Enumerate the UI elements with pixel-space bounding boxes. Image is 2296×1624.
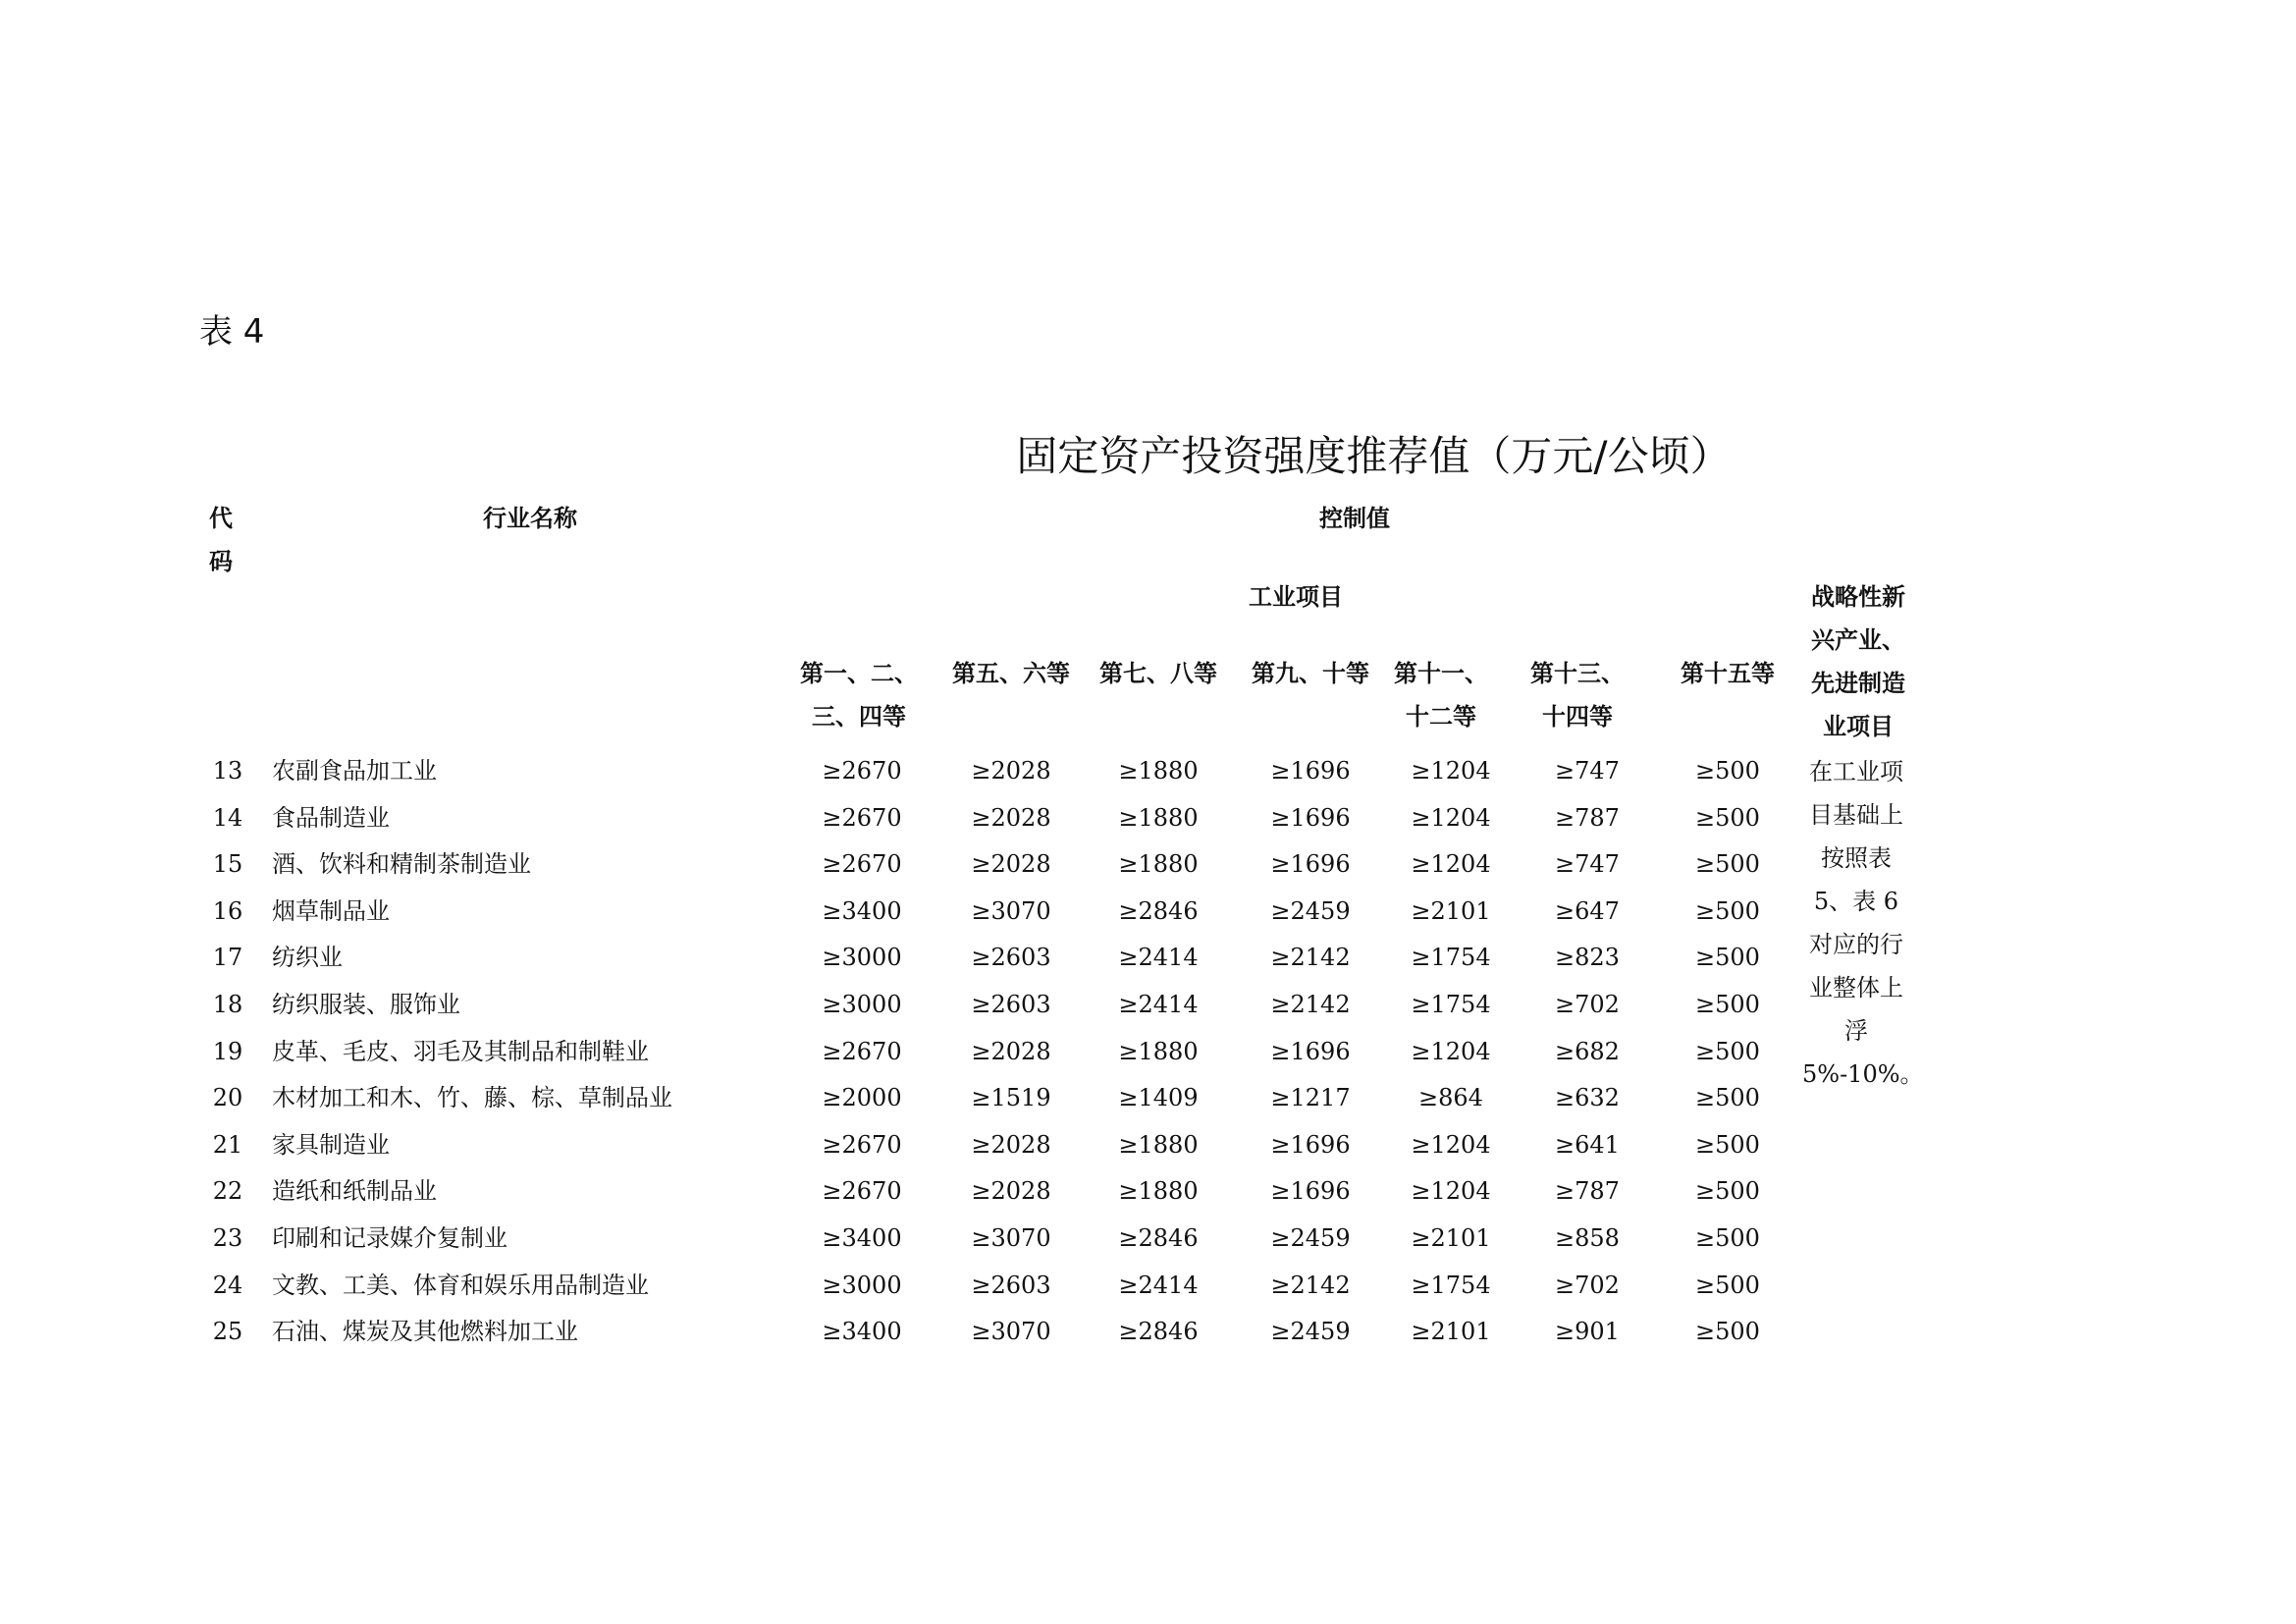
row-code: 18: [212, 991, 243, 1018]
row-value-grade-4: ≥2459: [1270, 896, 1351, 925]
row-value-grade-3: ≥1880: [1118, 757, 1199, 785]
row-value-grade-1: ≥2670: [822, 1130, 902, 1159]
row-industry-name: 纺织业: [272, 944, 343, 972]
row-value-grade-5: ≥1204: [1411, 1130, 1491, 1159]
row-value-grade-5: ≥2101: [1411, 896, 1491, 925]
row-code: 22: [212, 1177, 243, 1206]
row-value-grade-5: ≥1754: [1411, 991, 1491, 1018]
row-value-grade-4: ≥1696: [1270, 757, 1351, 785]
row-industry-name: 皮革、毛皮、羽毛及其制品和制鞋业: [272, 1037, 649, 1065]
row-value-grade-1: ≥3000: [822, 991, 902, 1018]
row-value-grade-7: ≥500: [1695, 1084, 1760, 1112]
row-value-grade-4: ≥2142: [1270, 944, 1351, 972]
header-grade-1: 第一、二、三、四等: [800, 660, 918, 731]
row-value-grade-3: ≥2846: [1118, 1318, 1199, 1346]
row-value-grade-7: ≥500: [1695, 1318, 1760, 1346]
row-value-grade-6: ≥632: [1555, 1084, 1620, 1112]
row-value-grade-1: ≥3000: [822, 1271, 902, 1299]
row-value-grade-6: ≥747: [1555, 850, 1620, 879]
row-value-grade-3: ≥1880: [1118, 1037, 1199, 1065]
row-code: 19: [212, 1037, 243, 1065]
row-value-grade-4: ≥2459: [1270, 1224, 1351, 1252]
row-industry-name: 石油、煤炭及其他燃料加工业: [272, 1318, 578, 1346]
row-industry-name: 酒、饮料和精制茶制造业: [272, 850, 531, 879]
row-value-grade-4: ≥1217: [1270, 1084, 1351, 1112]
row-value-grade-2: ≥2028: [971, 1130, 1051, 1159]
row-value-grade-2: ≥2028: [971, 1037, 1051, 1065]
row-value-grade-7: ≥500: [1695, 896, 1760, 925]
row-industry-name: 纺织服装、服饰业: [272, 991, 460, 1018]
row-value-grade-5: ≥1204: [1411, 1177, 1491, 1206]
row-value-grade-1: ≥2670: [822, 757, 902, 785]
row-value-grade-2: ≥1519: [971, 1084, 1051, 1112]
row-value-grade-7: ≥500: [1695, 991, 1760, 1018]
row-code: 13: [212, 757, 243, 785]
row-value-grade-5: ≥864: [1418, 1084, 1483, 1112]
row-value-grade-1: ≥3400: [822, 1224, 902, 1252]
header-grade-2: 第五、六等: [952, 660, 1070, 687]
row-value-grade-2: ≥2603: [971, 991, 1051, 1018]
header-code: 代码: [209, 505, 233, 575]
row-value-grade-6: ≥858: [1555, 1224, 1620, 1252]
row-value-grade-5: ≥1754: [1411, 1271, 1491, 1299]
header-control: 控制值: [1319, 505, 1390, 532]
row-value-grade-7: ≥500: [1695, 803, 1760, 832]
header-name: 行业名称: [483, 505, 577, 532]
row-code: 24: [212, 1271, 243, 1299]
row-value-grade-5: ≥1204: [1411, 757, 1491, 785]
header-grade-6: 第十三、十四等: [1530, 660, 1625, 731]
header-strategic: 战略性新兴产业、先进制造业项目: [1811, 583, 1905, 740]
row-value-grade-3: ≥1409: [1118, 1084, 1199, 1112]
strategic-note: 在工业项目基础上按照表 5、表 6 对应的行业整体上浮 5%-10%。: [1802, 758, 1924, 1088]
row-value-grade-5: ≥1204: [1411, 850, 1491, 879]
row-value-grade-4: ≥2459: [1270, 1318, 1351, 1346]
row-value-grade-4: ≥2142: [1270, 1271, 1351, 1299]
row-code: 25: [212, 1318, 243, 1346]
row-value-grade-3: ≥2414: [1118, 991, 1199, 1018]
header-grade-5: 第十一、十二等: [1394, 660, 1488, 731]
row-industry-name: 造纸和纸制品业: [272, 1177, 437, 1206]
row-value-grade-7: ≥500: [1695, 1271, 1760, 1299]
row-value-grade-2: ≥2028: [971, 1177, 1051, 1206]
row-value-grade-2: ≥2028: [971, 850, 1051, 879]
row-industry-name: 烟草制品业: [272, 896, 390, 925]
row-industry-name: 印刷和记录媒介复制业: [272, 1224, 507, 1252]
row-code: 15: [212, 850, 243, 879]
row-value-grade-1: ≥2670: [822, 850, 902, 879]
row-value-grade-1: ≥3000: [822, 944, 902, 972]
row-value-grade-7: ≥500: [1695, 1037, 1760, 1065]
row-value-grade-7: ≥500: [1695, 1177, 1760, 1206]
row-code: 16: [212, 896, 243, 925]
row-value-grade-4: ≥1696: [1270, 1177, 1351, 1206]
row-value-grade-6: ≥901: [1555, 1318, 1620, 1346]
row-code: 23: [212, 1224, 243, 1252]
header-industrial: 工业项目: [1249, 583, 1343, 611]
header-grade-4: 第九、十等: [1252, 660, 1369, 687]
row-code: 14: [212, 803, 243, 832]
row-value-grade-7: ≥500: [1695, 850, 1760, 879]
row-value-grade-7: ≥500: [1695, 1224, 1760, 1252]
row-value-grade-7: ≥500: [1695, 1130, 1760, 1159]
row-value-grade-4: ≥1696: [1270, 1130, 1351, 1159]
row-value-grade-4: ≥1696: [1270, 803, 1351, 832]
row-value-grade-2: ≥3070: [971, 1224, 1051, 1252]
row-value-grade-2: ≥3070: [971, 1318, 1051, 1346]
row-value-grade-6: ≥787: [1555, 803, 1620, 832]
row-code: 17: [212, 944, 243, 972]
row-value-grade-6: ≥823: [1555, 944, 1620, 972]
row-value-grade-6: ≥702: [1555, 1271, 1620, 1299]
row-value-grade-3: ≥1880: [1118, 850, 1199, 879]
row-value-grade-3: ≥1880: [1118, 803, 1199, 832]
document-title: 固定资产投资强度推荐值（万元/公顷）: [1016, 432, 1732, 480]
row-value-grade-3: ≥2414: [1118, 1271, 1199, 1299]
row-code: 21: [212, 1130, 243, 1159]
row-value-grade-6: ≥702: [1555, 991, 1620, 1018]
row-value-grade-4: ≥2142: [1270, 991, 1351, 1018]
row-value-grade-2: ≥2603: [971, 944, 1051, 972]
row-value-grade-1: ≥3400: [822, 1318, 902, 1346]
row-value-grade-5: ≥1204: [1411, 1037, 1491, 1065]
row-value-grade-3: ≥1880: [1118, 1177, 1199, 1206]
row-value-grade-2: ≥2603: [971, 1271, 1051, 1299]
row-industry-name: 木材加工和木、竹、藤、棕、草制品业: [272, 1084, 672, 1112]
row-value-grade-2: ≥3070: [971, 896, 1051, 925]
row-value-grade-6: ≥787: [1555, 1177, 1620, 1206]
row-value-grade-3: ≥2846: [1118, 896, 1199, 925]
row-industry-name: 食品制造业: [272, 803, 390, 832]
row-value-grade-7: ≥500: [1695, 757, 1760, 785]
header-grade-3: 第七、八等: [1099, 660, 1217, 687]
row-code: 20: [212, 1084, 243, 1112]
row-value-grade-5: ≥2101: [1411, 1224, 1491, 1252]
row-value-grade-6: ≥682: [1555, 1037, 1620, 1065]
row-value-grade-1: ≥2670: [822, 1177, 902, 1206]
row-value-grade-3: ≥2846: [1118, 1224, 1199, 1252]
row-value-grade-7: ≥500: [1695, 944, 1760, 972]
table-label: 表 4: [199, 312, 265, 352]
row-value-grade-1: ≥2670: [822, 803, 902, 832]
row-value-grade-2: ≥2028: [971, 757, 1051, 785]
row-industry-name: 农副食品加工业: [272, 757, 437, 785]
row-value-grade-6: ≥641: [1555, 1130, 1620, 1159]
row-value-grade-1: ≥2670: [822, 1037, 902, 1065]
row-value-grade-1: ≥2000: [822, 1084, 902, 1112]
row-value-grade-3: ≥2414: [1118, 944, 1199, 972]
header-grade-7: 第十五等: [1681, 660, 1775, 687]
row-value-grade-5: ≥1204: [1411, 803, 1491, 832]
row-value-grade-2: ≥2028: [971, 803, 1051, 832]
row-industry-name: 文教、工美、体育和娱乐用品制造业: [272, 1271, 649, 1299]
row-value-grade-6: ≥647: [1555, 896, 1620, 925]
row-value-grade-1: ≥3400: [822, 896, 902, 925]
row-value-grade-4: ≥1696: [1270, 850, 1351, 879]
row-value-grade-4: ≥1696: [1270, 1037, 1351, 1065]
row-industry-name: 家具制造业: [272, 1130, 390, 1159]
row-value-grade-3: ≥1880: [1118, 1130, 1199, 1159]
row-value-grade-6: ≥747: [1555, 757, 1620, 785]
row-value-grade-5: ≥2101: [1411, 1318, 1491, 1346]
row-value-grade-5: ≥1754: [1411, 944, 1491, 972]
